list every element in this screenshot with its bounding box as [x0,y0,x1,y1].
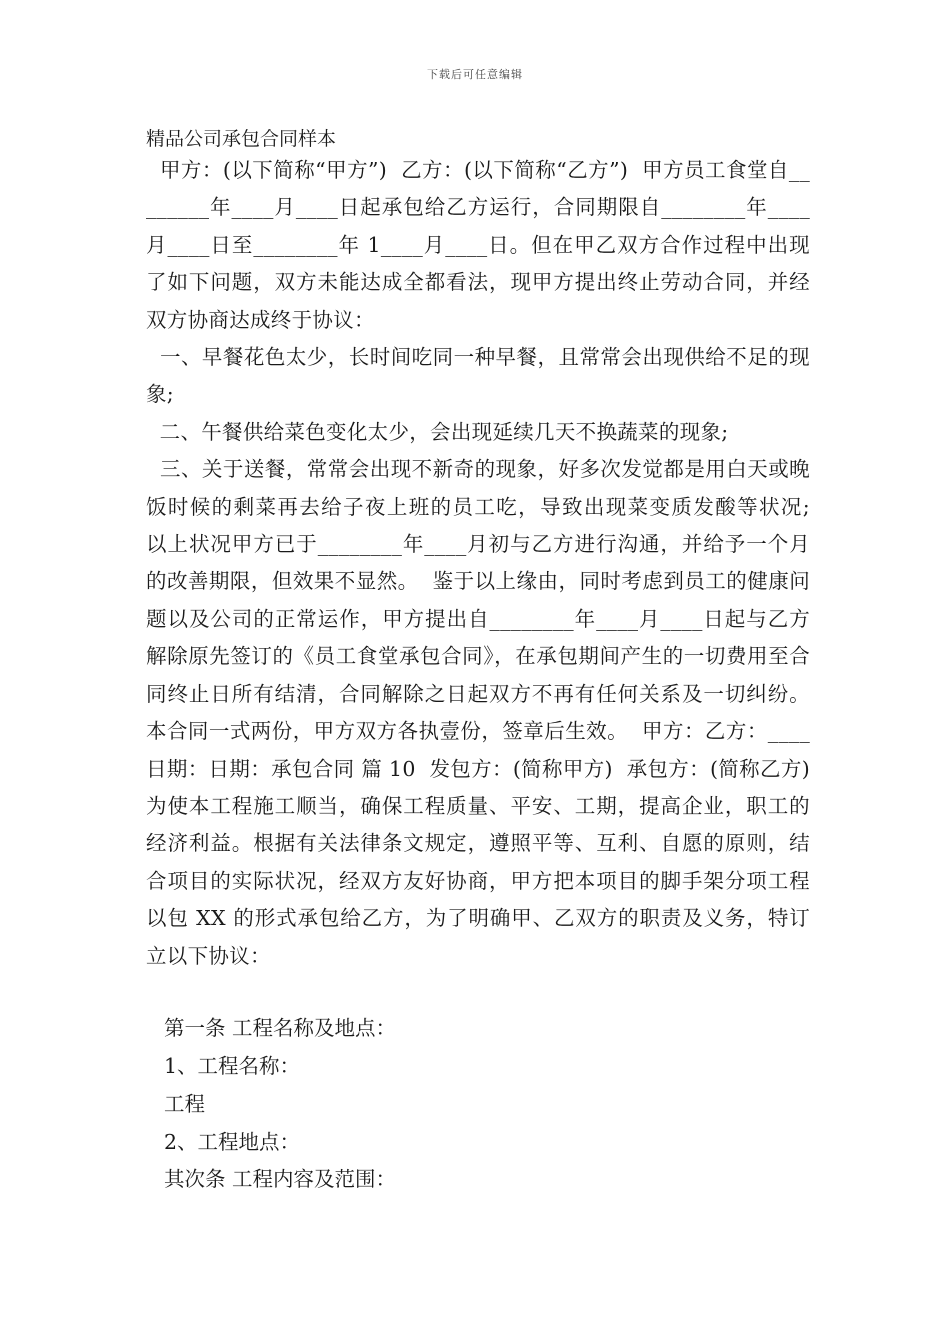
paragraph-intro: 甲方：(以下简称“甲方”) 乙方：(以下简称“乙方”) 甲方员工食堂自________年____月____日起承包给乙方运行，合同期限自________年____月____日至________年 1____月____日。但在甲乙双方合作过程中出现了如下问题，双方未能达成全都看法，现甲方提出终止劳动合同，并经双方协商达成终于协议： [146,158,810,332]
document-body [146,152,824,975]
clause-1-heading: 第一条 工程名称及地点： [164,1016,397,1040]
paragraph-item-2: 二、午餐供给菜色变化太少，会出现延续几天不换蔬菜的现象; [146,419,729,444]
project-name-value: 工程 [164,1092,205,1116]
document-title: 精品公司承包合同样本 [146,128,337,150]
clause-2-heading: 其次条 工程内容及范围： [164,1167,397,1191]
project-location-label: 2、工程地点： [164,1130,301,1154]
paragraph-item-1: 一、早餐花色太少，长时间吃同一种早餐，且常常会出现供给不足的现象; [146,345,810,407]
page-header-note: 下载后可任意编辑 [427,68,523,81]
project-name-label: 1、工程名称： [164,1054,301,1078]
paragraph-item-3: 三、关于送餐，常常会出现不新奇的现象，好多次发觉都是用白天或晚饭时候的剩菜再去给子夜上班的员工吃，导致出现菜变质发酸等状况; 以上状况甲方已于________年____月初与乙方进行沟通，并给予一个月的改善期限，但效果不显然。 鉴于以上缘由，同时考虑到员工的健康问题以及公司的正常运作，甲方提出自________年____月____日起与乙方解除原先签订的《员工食堂承包合同》，在承包期间产生的一切费用至合同终止日所有结清，合同解除之日起双方不再有任何关系及一切纠纷。 本合同一式两份，甲方双方各执壹份，签章后生效。 甲方：乙方：____日期：日期：承包合同 篇 10 发包方：(简称甲方) 承包方：(简称乙方)为使本工程施工顺当，确保工程质量、平安、工期，提高企业，职工的经济利益。根据有关法律条文规定，遵照平等、互利、自愿的原则，结合项目的实际状况，经双方友好协商，甲方把本项目的脚手架分项工程以包 XX 的形式承包给乙方，为了明确甲、乙双方的职责及义务，特订立以下协议： [146,457,824,968]
